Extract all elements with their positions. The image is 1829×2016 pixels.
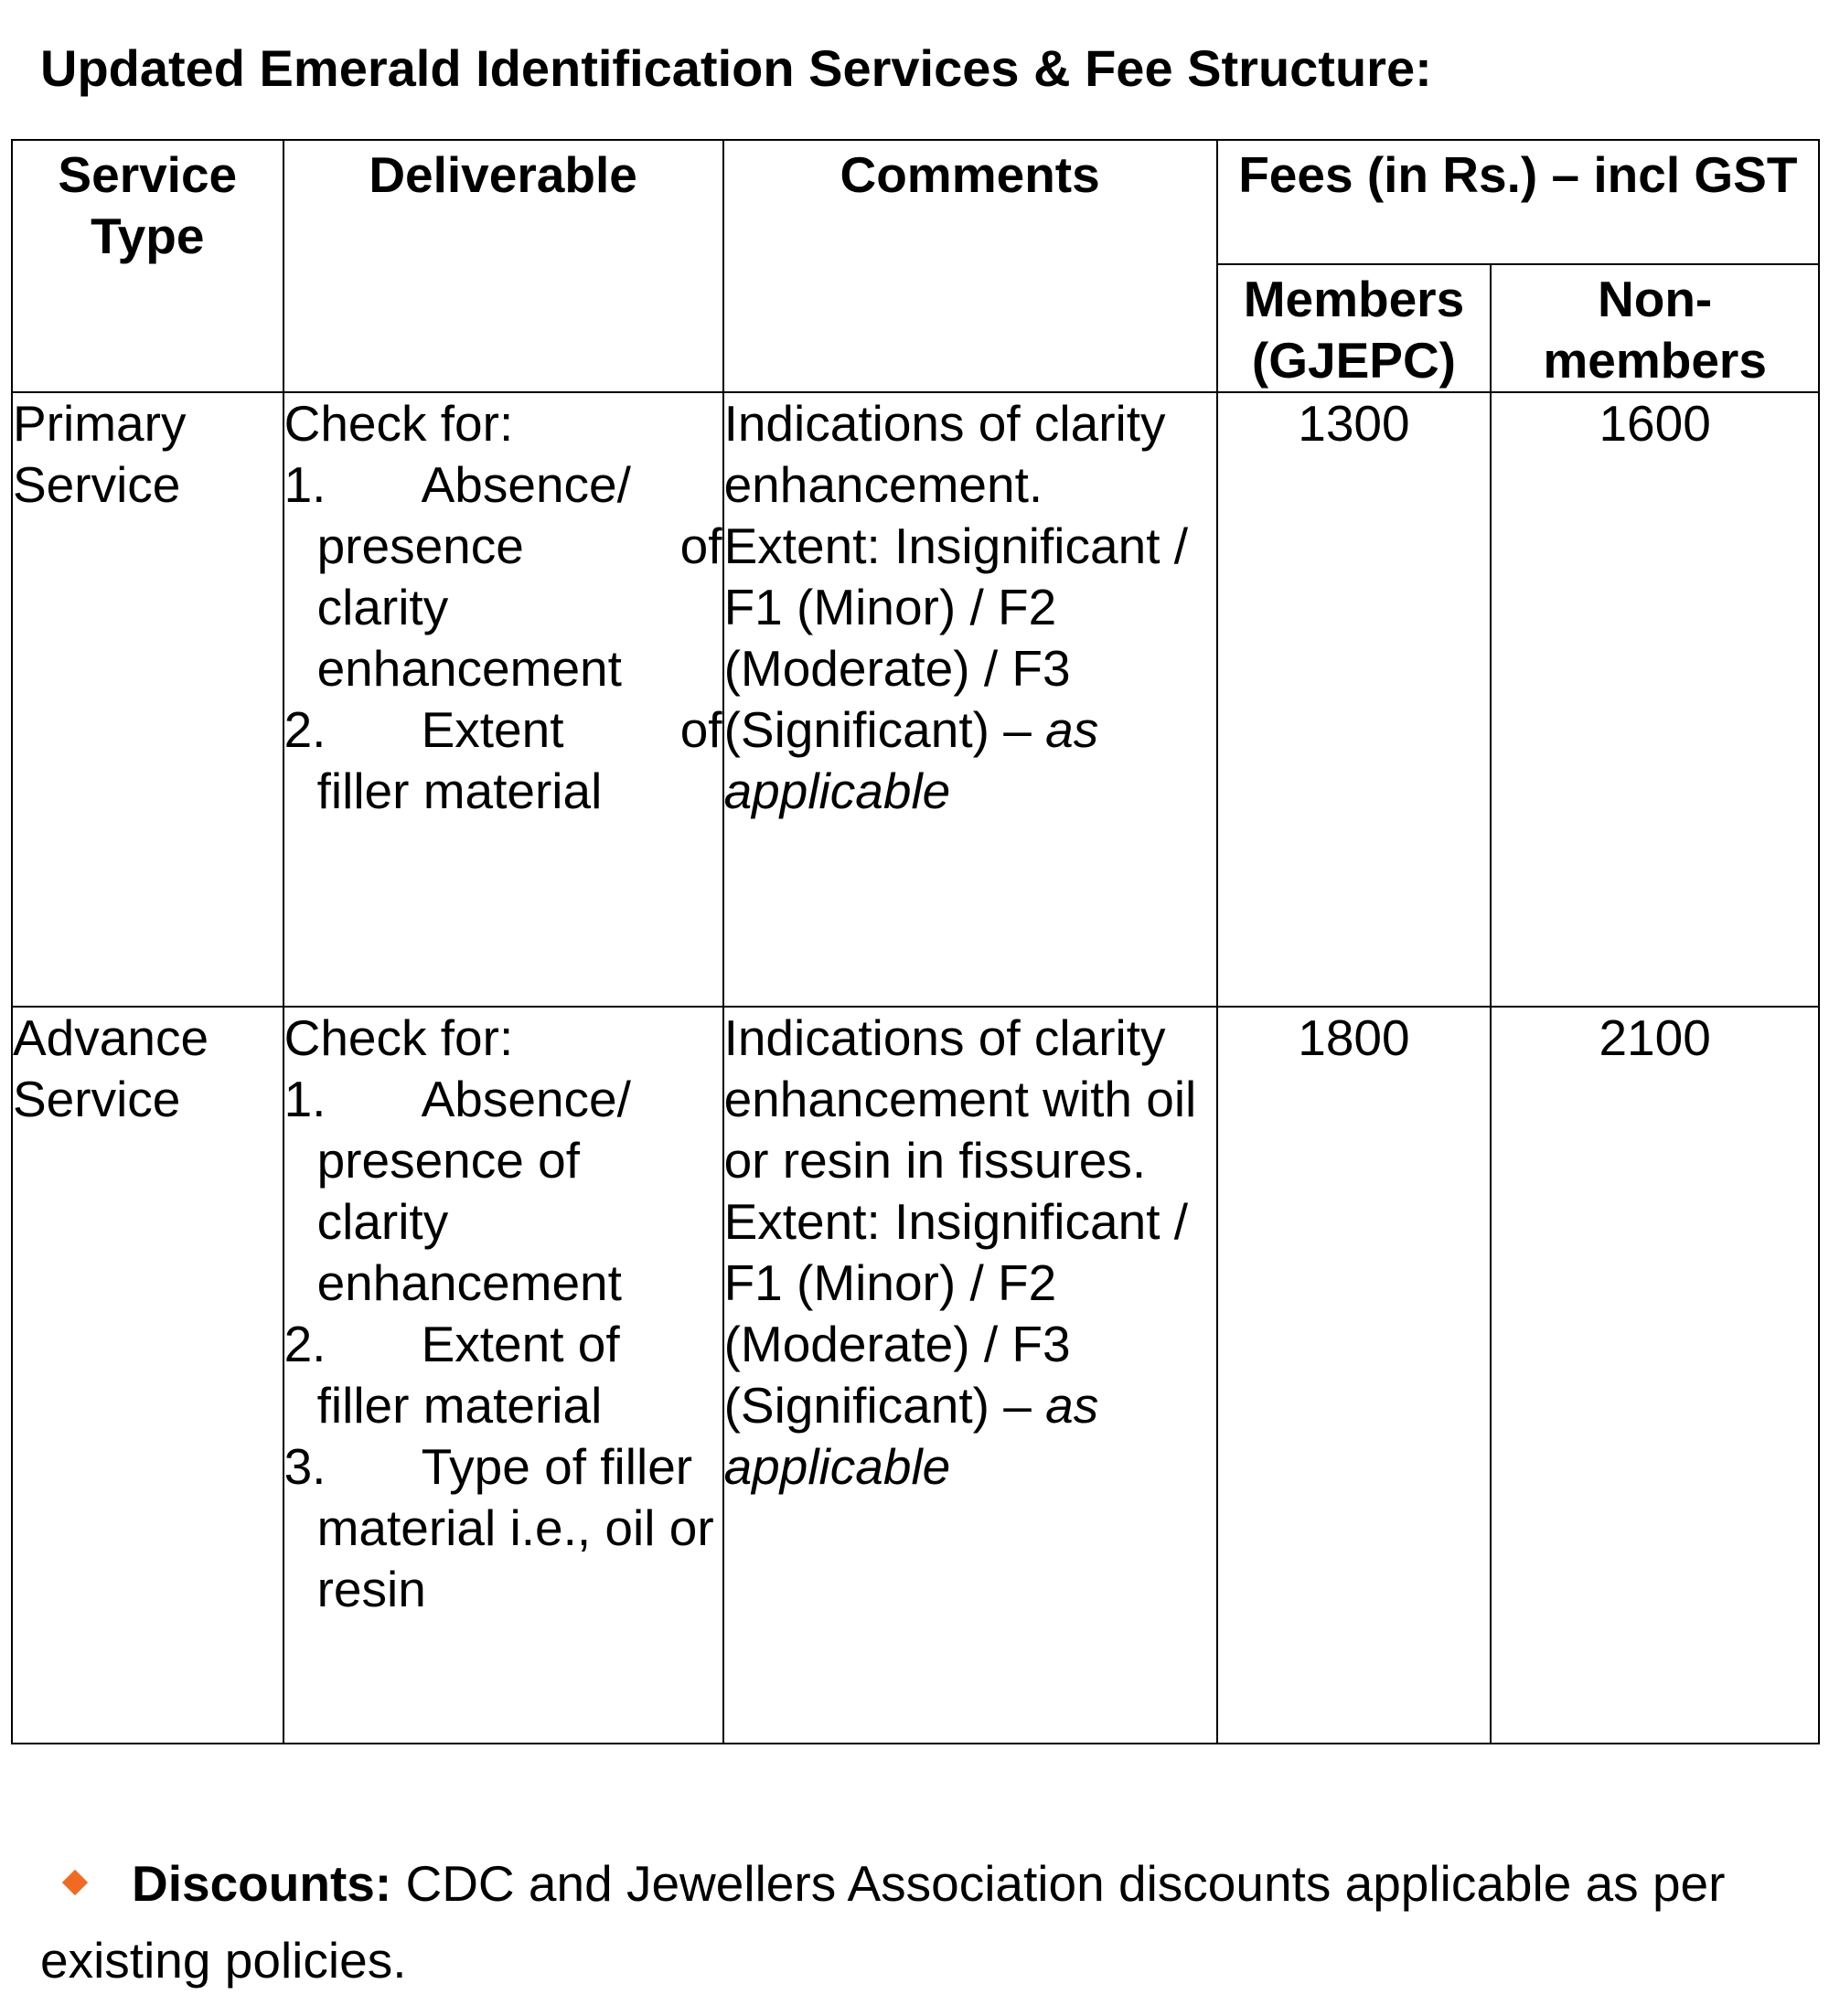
list-item-text: Absence/ presence of clarity enhancement xyxy=(316,1071,631,1311)
list-item-text: Extent of filler material xyxy=(316,1316,620,1434)
list-item-number: 3. xyxy=(283,1438,326,1495)
header-members: Members (GJEPC) xyxy=(1217,264,1492,392)
deliverable-intro: Check for: xyxy=(283,1009,514,1066)
fee-non-members-cell: 1600 xyxy=(1491,392,1819,1007)
comments-suffix: as applicable xyxy=(723,701,1099,819)
list-item xyxy=(284,699,722,822)
header-fees: Fees (in Rs.) – incl GST xyxy=(1217,140,1819,264)
deliverable-cell xyxy=(283,1007,723,1744)
comments-cell xyxy=(723,1007,1217,1744)
list-item-text: Absence/ presence of clarity enhancement xyxy=(316,456,722,697)
list-item-number: 2. xyxy=(283,1316,326,1372)
table-header-row xyxy=(12,140,1819,264)
fee-non-members-cell: 2100 xyxy=(1491,1007,1819,1744)
header-comments: Comments xyxy=(723,140,1217,392)
deliverable-list xyxy=(284,454,722,822)
list-item xyxy=(284,1314,722,1436)
list-item-number: 1. xyxy=(283,456,326,513)
list-item-text: Type of filler material i.e., oil or resin xyxy=(316,1438,714,1617)
diamond-bullet-icon xyxy=(62,1870,88,1895)
comments-suffix: as applicable xyxy=(723,1377,1099,1495)
fee-members-cell: 1800 xyxy=(1217,1007,1492,1744)
list-item-text: Extent of filler material xyxy=(316,701,722,819)
comments-indications: Indications of clarity enhancement with oil or resin in fissures. xyxy=(723,1009,1197,1189)
deliverable-list xyxy=(284,1069,722,1620)
comments-extent: Extent: Insignificant / F1 (Minor) / F2 (Moderate) / F3 (Significant) – xyxy=(723,1193,1189,1434)
fee-table xyxy=(11,139,1820,1744)
list-item-number: 2. xyxy=(283,701,326,758)
service-type-cell: Primary Service xyxy=(12,392,283,1007)
list-item xyxy=(284,454,722,699)
discount-label: Discounts: xyxy=(132,1855,392,1912)
table-row-advance-service xyxy=(12,1007,1819,1744)
deliverable-cell xyxy=(283,392,723,1007)
list-item-number: 1. xyxy=(283,1071,326,1127)
fee-members-cell: 1300 xyxy=(1217,392,1492,1007)
list-item xyxy=(284,1436,722,1620)
header-service-type: Service Type xyxy=(12,140,283,392)
header-deliverable: Deliverable xyxy=(283,140,723,392)
deliverable-intro: Check for: xyxy=(283,395,514,452)
page-title: Updated Emerald Identification Services & Fee Structure: xyxy=(40,39,1432,97)
service-type-cell: Advance Service xyxy=(12,1007,283,1744)
table-row-primary-service xyxy=(12,392,1819,1007)
discount-note xyxy=(40,1845,1796,1999)
header-non-members: Non-members xyxy=(1491,264,1819,392)
list-item xyxy=(284,1069,722,1314)
comments-cell xyxy=(723,392,1217,1007)
discount-text: CDC and Jewellers Association discounts applicable as per existing policies. xyxy=(40,1855,1726,1989)
comments-indications: Indications of clarity enhancement. xyxy=(723,395,1166,513)
comments-extent: Extent: Insignificant / F1 (Minor) / F2 (Moderate) / F3 (Significant) – xyxy=(723,517,1189,758)
